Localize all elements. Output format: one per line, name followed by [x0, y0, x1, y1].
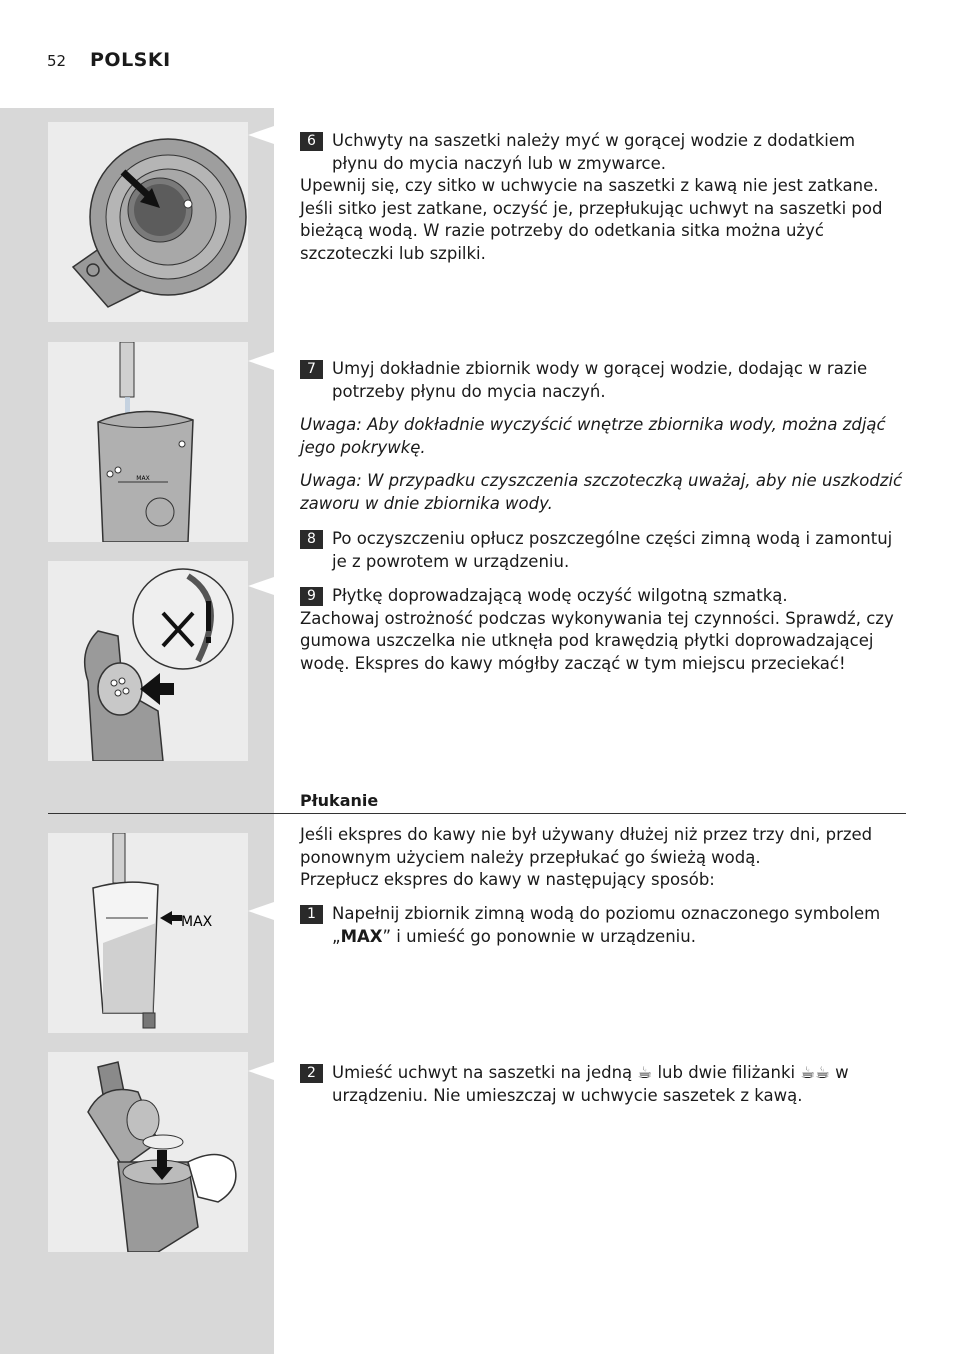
max-label: MAX [181, 914, 213, 930]
rinse-step-1-text [332, 903, 906, 948]
step-6-title: Uchwyty na saszetki należy myć w gorącej wodzie z dodatkiem płynu do mycia naczyń lub w zmywarce. [332, 131, 856, 173]
step-number-8: 8 [300, 530, 323, 549]
step-6 [300, 130, 906, 265]
max-symbol-text: MAX [340, 926, 383, 946]
step-number-7: 7 [300, 360, 323, 379]
figure-water-tank-max [48, 833, 248, 1033]
water-plate-warning-icon [48, 561, 248, 761]
section-heading-rinsing: Płukanie [300, 791, 379, 810]
step-7-title: Umyj dokładnie zbiornik wody w gorącej wodzie, dodając w razie potrzeby płynu do mycia naczyń. [332, 359, 868, 401]
step-6-body: Upewnij się, czy sitko w uchwycie na saszetki z kawą nie jest zatkane. Jeśli sitko jest zatkane, oczyść je, przepłukując uchwyt na saszetki pod bieżącą wodą. W razie potrzeby do odetkania sitka można użyć szczoteczki lub szpilki. [300, 176, 883, 263]
language-title: POLSKI [90, 49, 171, 71]
figure-pod-holder [48, 122, 248, 322]
rinse-step-1-part-c: ” i umieść go ponownie w urządzeniu. [382, 926, 696, 946]
step-7 [300, 358, 906, 515]
figure-pointer [248, 902, 274, 920]
figure-pointer [248, 577, 274, 595]
page-number: 52 [47, 52, 67, 70]
figure-insert-pod-holder [48, 1052, 248, 1252]
water-tank-rinse-icon [48, 342, 248, 542]
figure-water-plate-warning [48, 561, 248, 761]
svg-text:MAX: MAX [136, 475, 150, 482]
note-1: Uwaga: Aby dokładnie wyczyścić wnętrze zbiornika wody, można zdjąć jego pokrywkę. [300, 415, 886, 457]
step-8-title: Po oczyszczeniu opłucz poszczególne części zimną wodą i zamontuj je z powrotem w urządzeniu. [332, 529, 893, 571]
step-9-title: Płytkę doprowadzającą wodę oczyść wilgotną szmatką. [332, 586, 788, 605]
figure-pointer [248, 352, 274, 370]
figure-pointer [248, 126, 274, 144]
rinse-intro [300, 824, 906, 892]
figure-water-tank-rinse [48, 342, 248, 542]
step-8 [300, 528, 906, 573]
two-cups-icon: ☕☕ [800, 1063, 830, 1082]
note-2: Uwaga: W przypadku czyszczenia szczoteczką uważaj, aby nie uszkodzić zaworu w dnie zbiornika wody. [300, 471, 903, 513]
rinse-intro-2: Przepłucz ekspres do kawy w następujący sposób: [300, 870, 715, 889]
rinse-step-2-text [332, 1062, 906, 1107]
insert-pod-holder-icon [48, 1052, 248, 1252]
one-cup-icon: ☕ [637, 1063, 653, 1082]
step-number-6: 6 [300, 132, 323, 151]
rinse-intro-1: Jeśli ekspres do kawy nie był używany dłużej niż przez trzy dni, przed ponownym użyciem należy przepłukać go świeżą wodą. [300, 825, 873, 867]
step-9 [300, 585, 906, 675]
water-tank-max-icon [48, 833, 248, 1033]
step-9-body: Zachowaj ostrożność podczas wykonywania tej czynności. Sprawdź, czy gumowa uszczelka nie utknęła pod krawędzią płytki doprowadzającej wodę. Ekspres do kawy mógłby zacząć w tym miejscu przeciekać! [300, 608, 894, 673]
step-number-1: 1 [300, 905, 323, 924]
rinse-step-2-part-a: Umieść uchwyt na saszetki na jedną [332, 1063, 633, 1082]
rinse-step-1-part-a: Napełnij zbiornik zimną wodą do poziomu oznaczonego symbolem „ [332, 904, 881, 946]
rinse-step-2 [300, 1062, 906, 1107]
section-divider [48, 813, 906, 814]
rinse-step-2-part-b: lub dwie filiżanki [657, 1063, 796, 1082]
pod-holder-icon [48, 122, 248, 322]
step-number-9: 9 [300, 587, 323, 606]
figure-pointer [248, 1062, 274, 1080]
step-number-2: 2 [300, 1064, 323, 1083]
rinse-step-1 [300, 903, 906, 948]
rinse-step-2-part-c: w urządzeniu. Nie umieszczaj w uchwycie saszetek z kawą. [332, 1063, 849, 1105]
